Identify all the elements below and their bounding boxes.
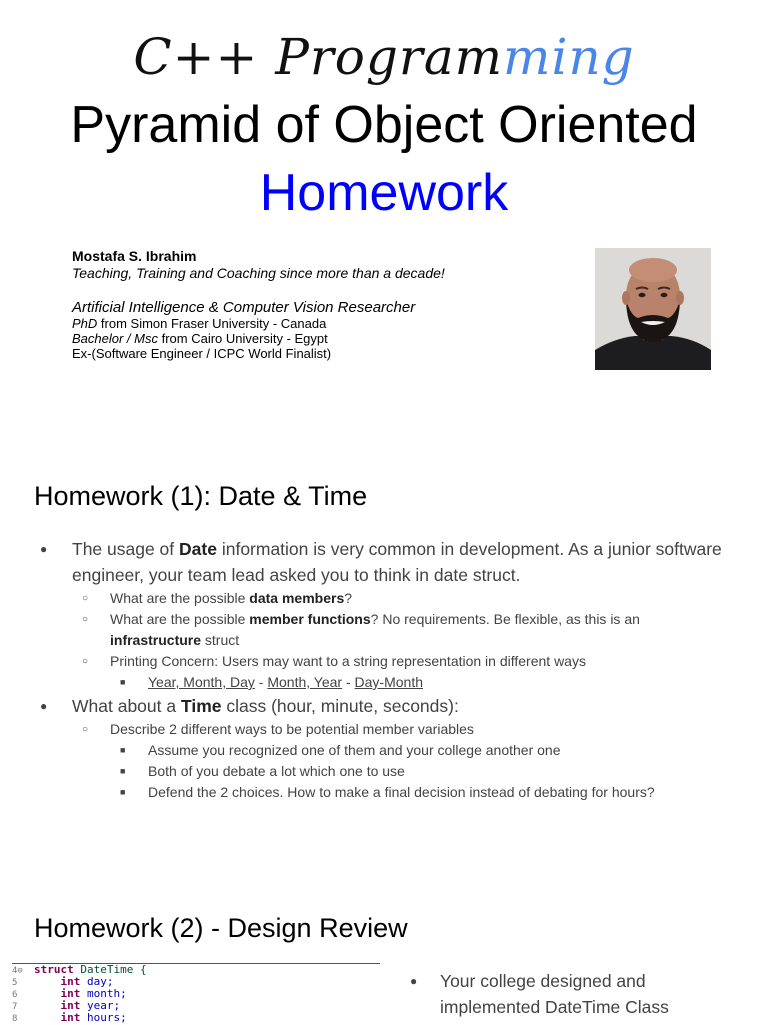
page-title: Pyramid of Object Oriented bbox=[70, 96, 698, 154]
code-keyword: int bbox=[60, 1011, 81, 1024]
text-fragment: ? No requirements. Be flexible, as this is an bbox=[370, 611, 640, 627]
line-number: 7 bbox=[12, 1002, 18, 1012]
line-number: 6 bbox=[12, 990, 18, 1000]
text-fragment: The usage of bbox=[72, 539, 180, 559]
text-fragment: ? bbox=[344, 590, 353, 606]
list-item-describe-ways bbox=[34, 719, 734, 803]
text-fragment: Describe 2 different ways to be potential member variables bbox=[110, 721, 474, 737]
code-text: DateTime { bbox=[73, 963, 147, 976]
homework-2-heading: Homework (2) - Design Review bbox=[34, 913, 408, 943]
format-year-month-day: Year, Month, Day bbox=[148, 674, 255, 690]
format-day-month: Day-Month bbox=[354, 674, 423, 690]
text-fragment: What are the possible bbox=[110, 611, 250, 627]
author-tagline: Teaching, Training and Coaching since more than a decade! bbox=[72, 265, 445, 281]
author-block bbox=[72, 248, 572, 361]
code-text: year; bbox=[80, 999, 121, 1012]
code-keyword: int bbox=[60, 975, 81, 988]
bold-data-members: data members bbox=[249, 590, 345, 606]
text-fragment: What are the possible bbox=[110, 590, 250, 606]
course-script-title bbox=[0, 22, 768, 92]
author-ex: Ex-(Software Engineer / ICPC World Finalist) bbox=[72, 346, 332, 361]
text-fragment: struct bbox=[201, 632, 240, 648]
page-subtitle: Homework bbox=[259, 164, 509, 222]
text-fragment: class (hour, minute, seconds): bbox=[221, 696, 459, 716]
script-title-accent: ming bbox=[503, 28, 635, 86]
script-title-main: C++ Program bbox=[133, 28, 504, 86]
list-item-formats bbox=[34, 672, 734, 693]
text-fragment: Printing Concern: Users may want to a string representation in different ways bbox=[110, 653, 586, 669]
list-item-data-members bbox=[34, 588, 734, 609]
text-fragment: What about a bbox=[72, 696, 181, 716]
code-keyword: int bbox=[60, 987, 81, 1000]
author-name: Mostafa S. Ibrahim bbox=[72, 248, 197, 264]
list-item-assume: ■ Assume you recognized one of them and your college another one bbox=[34, 740, 734, 761]
homework-2-list bbox=[406, 968, 746, 1020]
line-number: 4⊖ bbox=[12, 966, 23, 976]
line-number: 8 bbox=[12, 1014, 18, 1024]
bold-date: Date bbox=[179, 539, 217, 559]
code-text: day; bbox=[80, 975, 114, 988]
code-snippet bbox=[12, 963, 380, 1025]
homework-1-heading: Homework (1): Date & Time bbox=[34, 481, 368, 511]
code-keyword: struct bbox=[34, 963, 74, 976]
author-role: Artificial Intelligence & Computer Vision Researcher bbox=[72, 299, 416, 316]
author-phd bbox=[72, 316, 572, 331]
list-item-debate: ■ Both of you debate a lot which one to use bbox=[34, 761, 734, 782]
list-item-time-class bbox=[34, 693, 734, 803]
bold-time: Time bbox=[180, 696, 222, 716]
line-number: 5 bbox=[12, 978, 18, 988]
author-photo bbox=[595, 248, 711, 370]
list-item-printing-concern bbox=[34, 651, 734, 693]
code-keyword: int bbox=[60, 999, 81, 1012]
phd-institution: from Simon Fraser University - Canada bbox=[97, 316, 327, 331]
list-item-college-designed: ● Your college designed and implemented DateTime Class bbox=[406, 968, 746, 1020]
list-item-defend: ■ Defend the 2 choices. How to make a final decision instead of debating for hours? bbox=[34, 782, 734, 803]
list-item-date-usage bbox=[34, 536, 734, 693]
code-text: hours; bbox=[80, 1011, 127, 1024]
phd-degree: PhD bbox=[72, 316, 98, 331]
bsc-institution: from Cairo University - Egypt bbox=[157, 331, 328, 346]
code-line bbox=[12, 1012, 380, 1024]
homework-1-body bbox=[34, 536, 734, 803]
separator: - bbox=[254, 674, 268, 690]
bold-member-functions: member functions bbox=[249, 611, 371, 627]
list-item-member-functions bbox=[34, 609, 734, 651]
format-month-year: Month, Year bbox=[267, 674, 343, 690]
text-fragment: information is very common in development. As a junior software engineer, your team lead asked you to think in date struct. bbox=[72, 539, 722, 585]
code-text: month; bbox=[80, 987, 127, 1000]
author-bsc bbox=[72, 331, 572, 346]
separator: - bbox=[342, 674, 355, 690]
bold-infrastructure: infrastructure bbox=[110, 632, 202, 648]
author-portrait-image bbox=[595, 248, 711, 370]
bsc-degree: Bachelor / Msc bbox=[72, 331, 158, 346]
